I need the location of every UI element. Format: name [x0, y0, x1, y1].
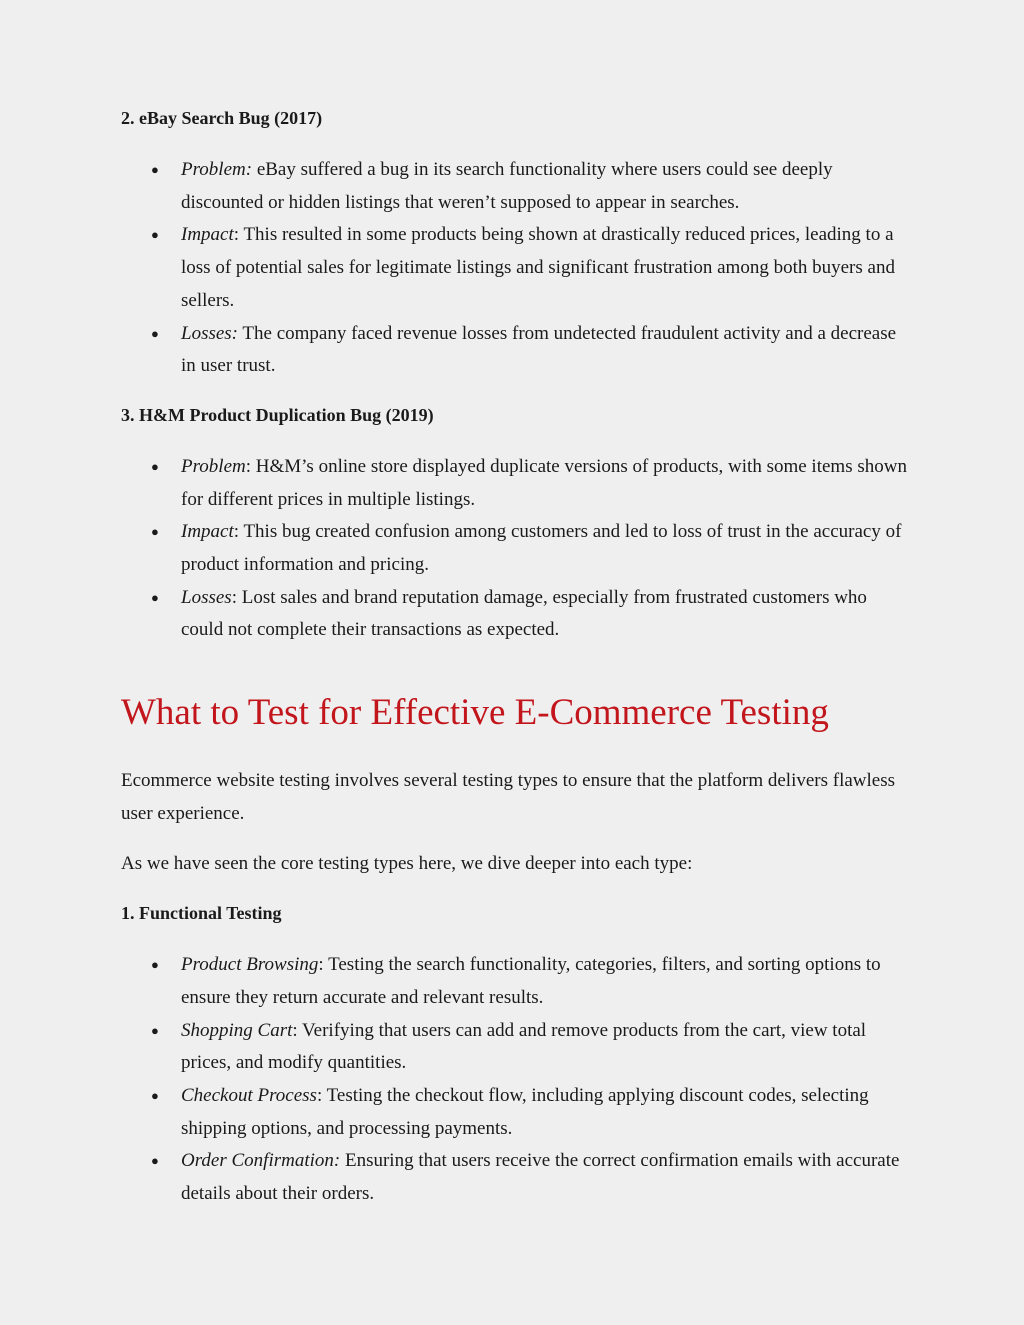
list-item: [121, 949, 911, 1014]
bullet-term: Losses:: [181, 322, 239, 344]
bullet-text: : Verifying that users can add and remove products from the cart, view total prices, and modify quantities.: [181, 1019, 867, 1074]
bullet-text: : Lost sales and brand reputation damage, especially from frustrated customers who could not complete their transactions as expected.: [181, 586, 867, 641]
bullet-term: Checkout Process: [181, 1084, 317, 1106]
bullet-term: Order Confirmation:: [181, 1150, 341, 1172]
list-item: [121, 582, 911, 647]
functional-bullet-list: [121, 949, 911, 1211]
bullet-text: : This bug created confusion among customers and led to loss of trust in the accuracy of product information and pricing.: [181, 521, 902, 576]
bullet-text: : This resulted in some products being shown at drastically reduced prices, leading to a loss of potential sales for legitimate listings and significant frustration among both buyers and sellers.: [181, 224, 895, 311]
bullet-text: : H&M’s online store displayed duplicate versions of products, with some items shown for different prices in multiple listings.: [181, 455, 907, 510]
bullet-term: Problem: [181, 455, 246, 477]
bullet-term: Problem:: [181, 159, 253, 180]
list-item: [121, 451, 911, 516]
list-item: [121, 318, 911, 383]
list-item: [121, 219, 911, 317]
list-item: [121, 1145, 911, 1210]
bullet-term: Impact: [181, 521, 234, 543]
bullet-text: The company faced revenue losses from undetected fraudulent activity and a decrease in user trust.: [181, 322, 897, 377]
section-heading-ebay: 2. eBay Search Bug (2017): [121, 108, 323, 128]
list-item: [121, 1015, 911, 1080]
hm-bullet-list: [121, 451, 911, 647]
list-item: [121, 1080, 911, 1145]
intro-paragraph: Ecommerce website testing involves several testing types to ensure that the platform delivers flawless user experience.: [121, 770, 896, 825]
bullet-text: : Testing the search functionality, categories, filters, and sorting options to ensure they return accurate and relevant results.: [181, 954, 881, 1008]
main-heading: What to Test for Effective E-Commerce Testing: [121, 692, 829, 734]
bullet-text: eBay suffered a bug in its search functionality where users could see deeply discounted or hidden listings that weren’t supposed to appear in searches.: [181, 159, 833, 213]
bullet-term: Impact: [181, 224, 234, 246]
section-heading-functional: 1. Functional Testing: [121, 903, 282, 924]
section-heading-hm: 3. H&M Product Duplication Bug (2019): [121, 404, 434, 425]
bullet-term: Shopping Cart: [181, 1019, 293, 1041]
list-item: [121, 154, 911, 219]
bullet-text: Ensuring that users receive the correct confirmation emails with accurate details about their orders.: [181, 1150, 900, 1205]
bullet-term: Losses: [181, 586, 232, 608]
bullet-text: : Testing the checkout flow, including applying discount codes, selecting shipping options, and processing payments.: [181, 1084, 869, 1139]
ebay-bullet-list: [121, 154, 911, 383]
transition-paragraph: As we have seen the core testing types here, we dive deeper into each type:: [121, 853, 693, 875]
list-item: [121, 516, 911, 581]
bullet-term: Product Browsing: [181, 954, 319, 976]
page-content: [121, 104, 911, 1211]
